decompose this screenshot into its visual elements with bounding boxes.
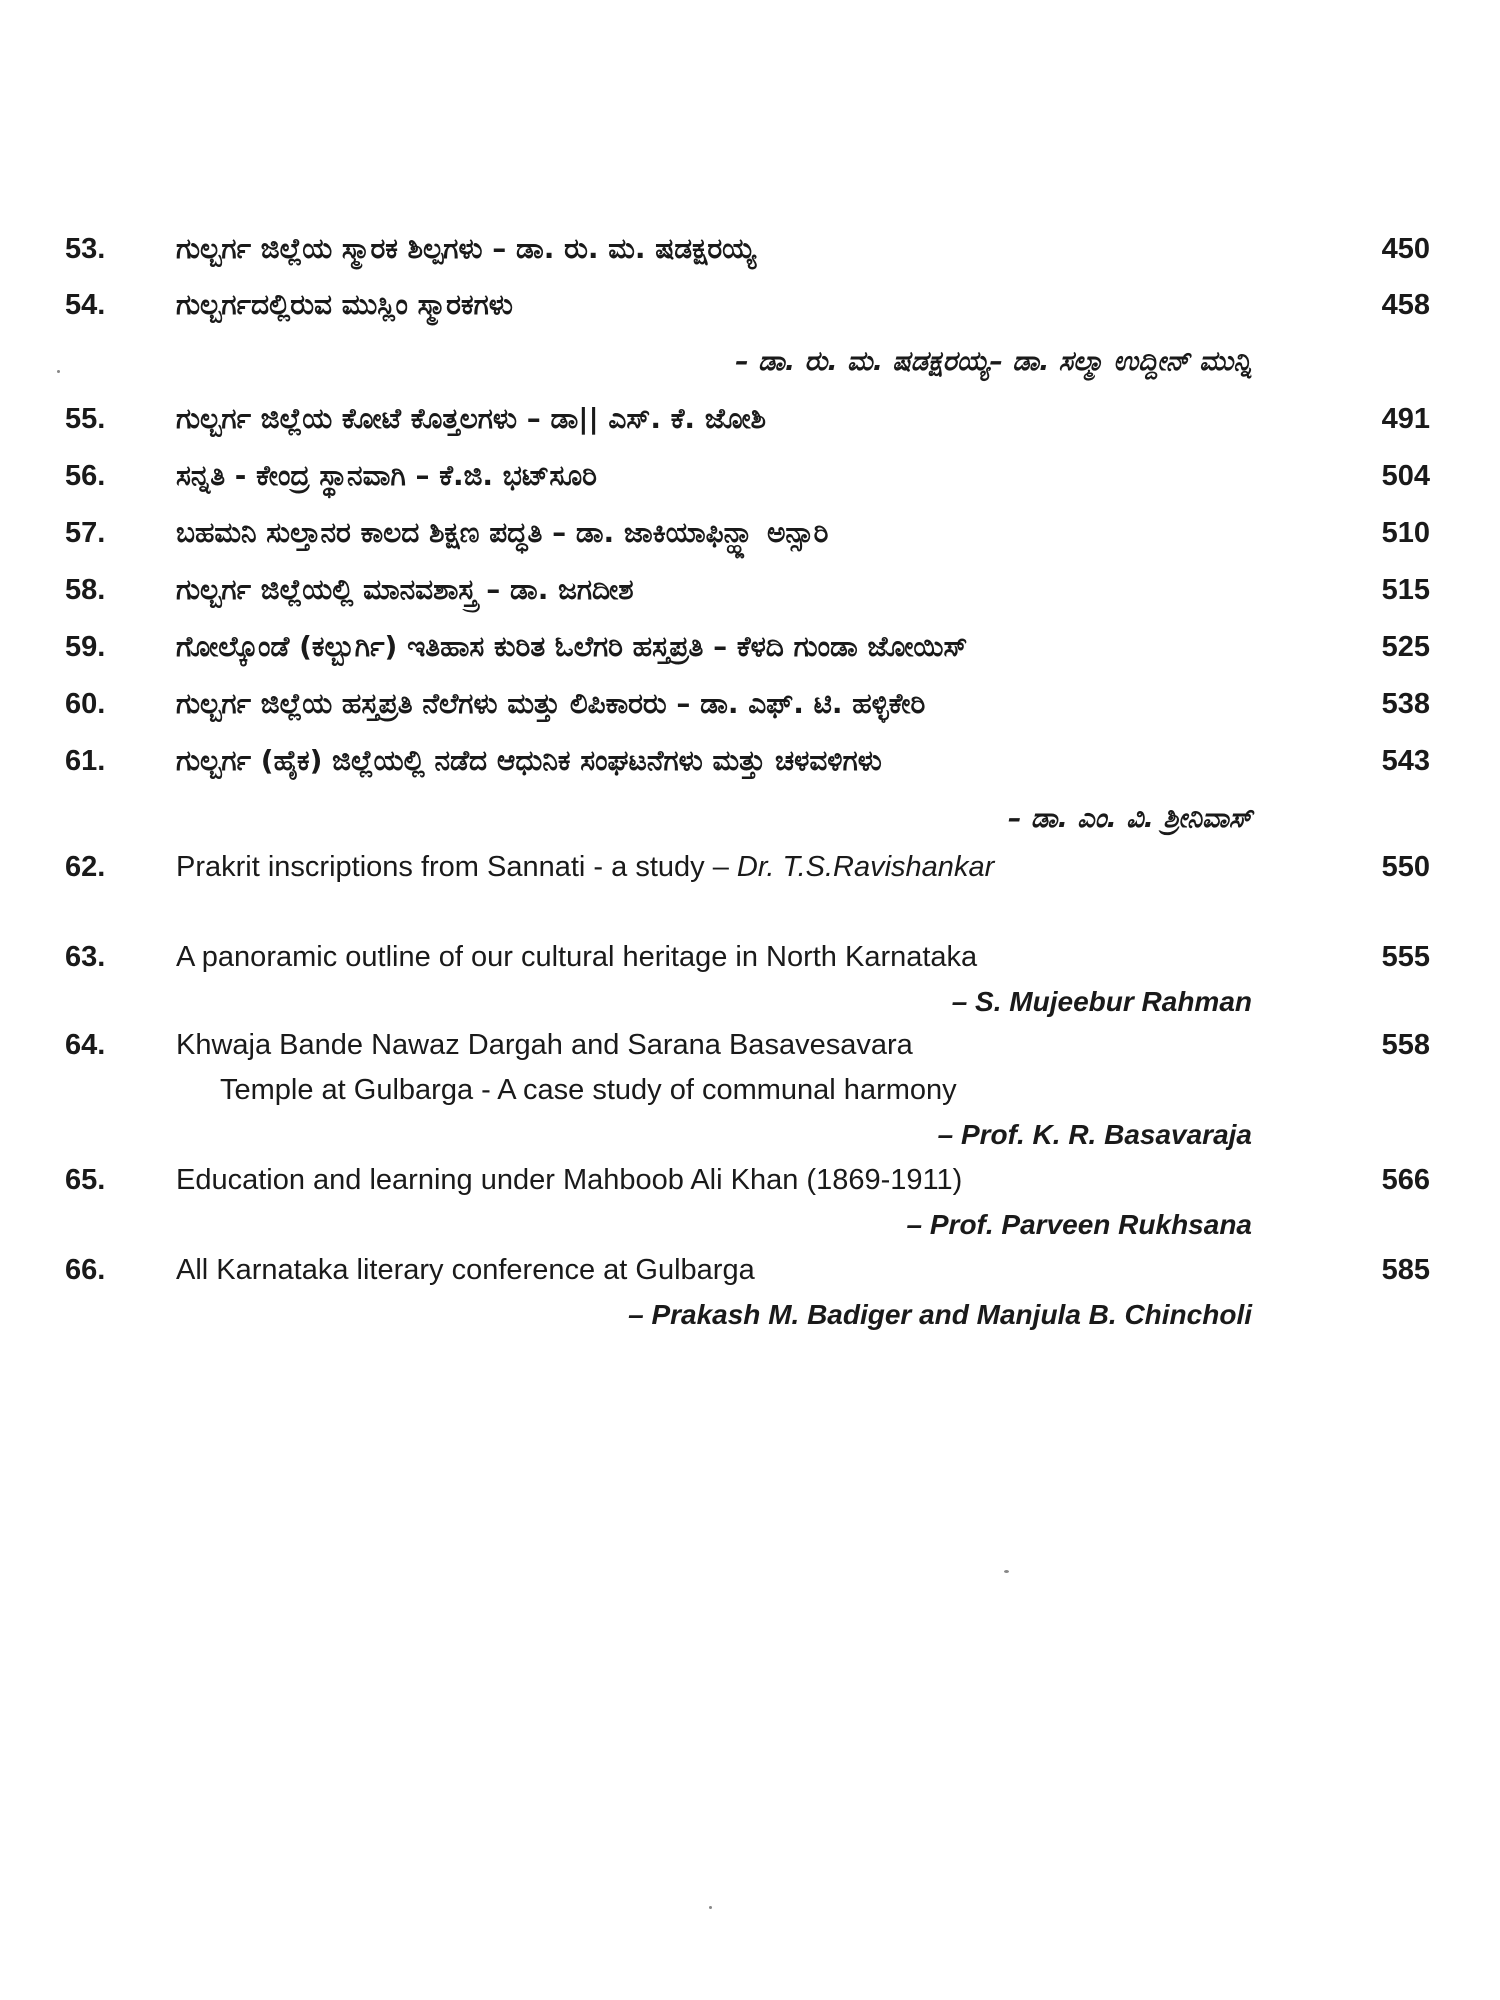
entry-title-continued: Temple at Gulbarga - A case study of communal harmony <box>220 1074 957 1106</box>
entry-page: 458 <box>1381 289 1430 321</box>
entry-number: 62. <box>65 851 106 883</box>
scan-speck <box>709 1906 712 1909</box>
entry-title: ಗುಲ್ಬರ್ಗ ಜಿಲ್ಲೆಯ ಹಸ್ತಪ್ರತಿ ನೆಲೆಗಳು ಮತ್ತು ಲಿಪಿಕಾರರು – ಡಾ. ಎಫ್. ಟಿ. ಹಳ್ಳಿಕೇರಿ <box>176 687 926 720</box>
entry-page: 550 <box>1381 851 1430 883</box>
entry-number: 58. <box>65 574 106 606</box>
entry-number: 54. <box>65 289 106 321</box>
entry-author: – Prakash M. Badiger and Manjula B. Chincholi <box>628 1299 1252 1330</box>
entry-page: 510 <box>1381 517 1430 549</box>
entry-author: – S. Mujeebur Rahman <box>951 986 1252 1017</box>
entry-number: 66. <box>65 1254 106 1286</box>
entry-title: ಗುಲ್ಬರ್ಗ ಜಿಲ್ಲೆಯ ಸ್ಮಾರಕ ಶಿಲ್ಪಗಳು – ಡಾ. ರು. ಮ. ಷಡಕ್ಷರಯ್ಯ <box>176 232 756 265</box>
entry-title: All Karnataka literary conference at Gulbarga <box>176 1254 755 1286</box>
entry-page: 585 <box>1381 1254 1430 1286</box>
entry-page: 558 <box>1381 1029 1430 1061</box>
entry-author: – Prof. K. R. Basavaraja <box>937 1119 1252 1150</box>
entry-page: 525 <box>1381 631 1430 663</box>
entry-number: 56. <box>65 460 106 492</box>
entry-title: ಗೋಲ್ಕೊಂಡೆ (ಕಲ್ಬುರ್ಗಿ) ಇತಿಹಾಸ ಕುರಿತ ಓಲೆಗರಿ ಹಸ್ತಪ್ರತಿ – ಕೆಳದಿ ಗುಂಡಾ ಜೋಯಿಸ್ <box>176 630 968 663</box>
entry-page: 543 <box>1381 745 1430 777</box>
entry-number: 65. <box>65 1164 106 1196</box>
entry-author: – ಡಾ. ಎಂ. ವಿ. ಶ್ರೀನಿವಾಸ್ <box>1007 803 1252 834</box>
entry-page: 450 <box>1381 233 1430 265</box>
entry-title: ಗುಲ್ಬರ್ಗ (ಹೈಕ) ಜಿಲ್ಲೆಯಲ್ಲಿ ನಡೆದ ಆಧುನಿಕ ಸಂಘಟನೆಗಳು ಮತ್ತು ಚಳವಳಿಗಳು <box>176 744 882 777</box>
entry-number: 53. <box>65 233 106 265</box>
entry-page: 504 <box>1381 460 1430 492</box>
entry-number: 63. <box>65 941 106 973</box>
entry-number: 64. <box>65 1029 106 1061</box>
entry-author: – Prof. Parveen Rukhsana <box>906 1209 1252 1240</box>
entry-title-author: Dr. T.S.Ravishankar <box>736 851 995 883</box>
entry-number: 61. <box>65 745 106 777</box>
entry-number: 55. <box>65 403 106 435</box>
entry-title: Khwaja Bande Nawaz Dargah and Sarana Basavesavara <box>176 1029 913 1061</box>
entry-page: 515 <box>1381 574 1430 606</box>
scan-speck <box>1004 1570 1009 1573</box>
entry-title: Education and learning under Mahboob Ali Khan (1869-1911) <box>176 1164 963 1196</box>
entry-page: 555 <box>1381 941 1430 973</box>
entry-title: ಸನ್ನತಿ - ಕೇಂದ್ರ ಸ್ಥಾನವಾಗಿ – ಕೆ.ಜಿ. ಭಟ್‌ಸೂರಿ <box>176 459 597 492</box>
entry-page: 566 <box>1381 1164 1430 1196</box>
entry-number: 57. <box>65 517 106 549</box>
entry-number: 59. <box>65 631 106 663</box>
entry-title: ಬಹಮನಿ ಸುಲ್ತಾನರ ಕಾಲದ ಶಿಕ್ಷಣ ಪದ್ಧತಿ – ಡಾ. ಜಾಕಿಯಾಫಿನ್ಹ್ಲಾ ಅನ್ಸಾರಿ <box>176 516 829 549</box>
scan-speck <box>57 370 60 373</box>
entry-page: 538 <box>1381 688 1430 720</box>
entry-title <box>176 847 1326 887</box>
entry-title: ಗುಲ್ಬರ್ಗ ಜಿಲ್ಲೆಯ ಕೋಟೆ ಕೊತ್ತಲಗಳು – ಡಾ|| ಎಸ್. ಕೆ. ಜೋಶಿ <box>176 402 767 435</box>
entry-title: ಗುಲ್ಬರ್ಗ ಜಿಲ್ಲೆಯಲ್ಲಿ ಮಾನವಶಾಸ್ತ್ರ – ಡಾ. ಜಗದೀಶ <box>176 573 634 606</box>
entry-number: 60. <box>65 688 106 720</box>
entry-page: 491 <box>1381 403 1430 435</box>
entry-title-text: Prakrit inscriptions from Sannati - a study – <box>176 851 737 883</box>
entry-title: ಗುಲ್ಬರ್ಗದಲ್ಲಿರುವ ಮುಸ್ಲಿಂ ಸ್ಮಾರಕಗಳು <box>176 288 513 321</box>
entry-author: – ಡಾ. ರು. ಮ. ಷಡಕ್ಷರಯ್ಯ– ಡಾ. ಸಲ್ಮಾ ಉದ್ದೀನ್ ಮುನ್ನಿ <box>735 346 1252 377</box>
entry-title: A panoramic outline of our cultural heritage in North Karnataka <box>176 941 978 973</box>
